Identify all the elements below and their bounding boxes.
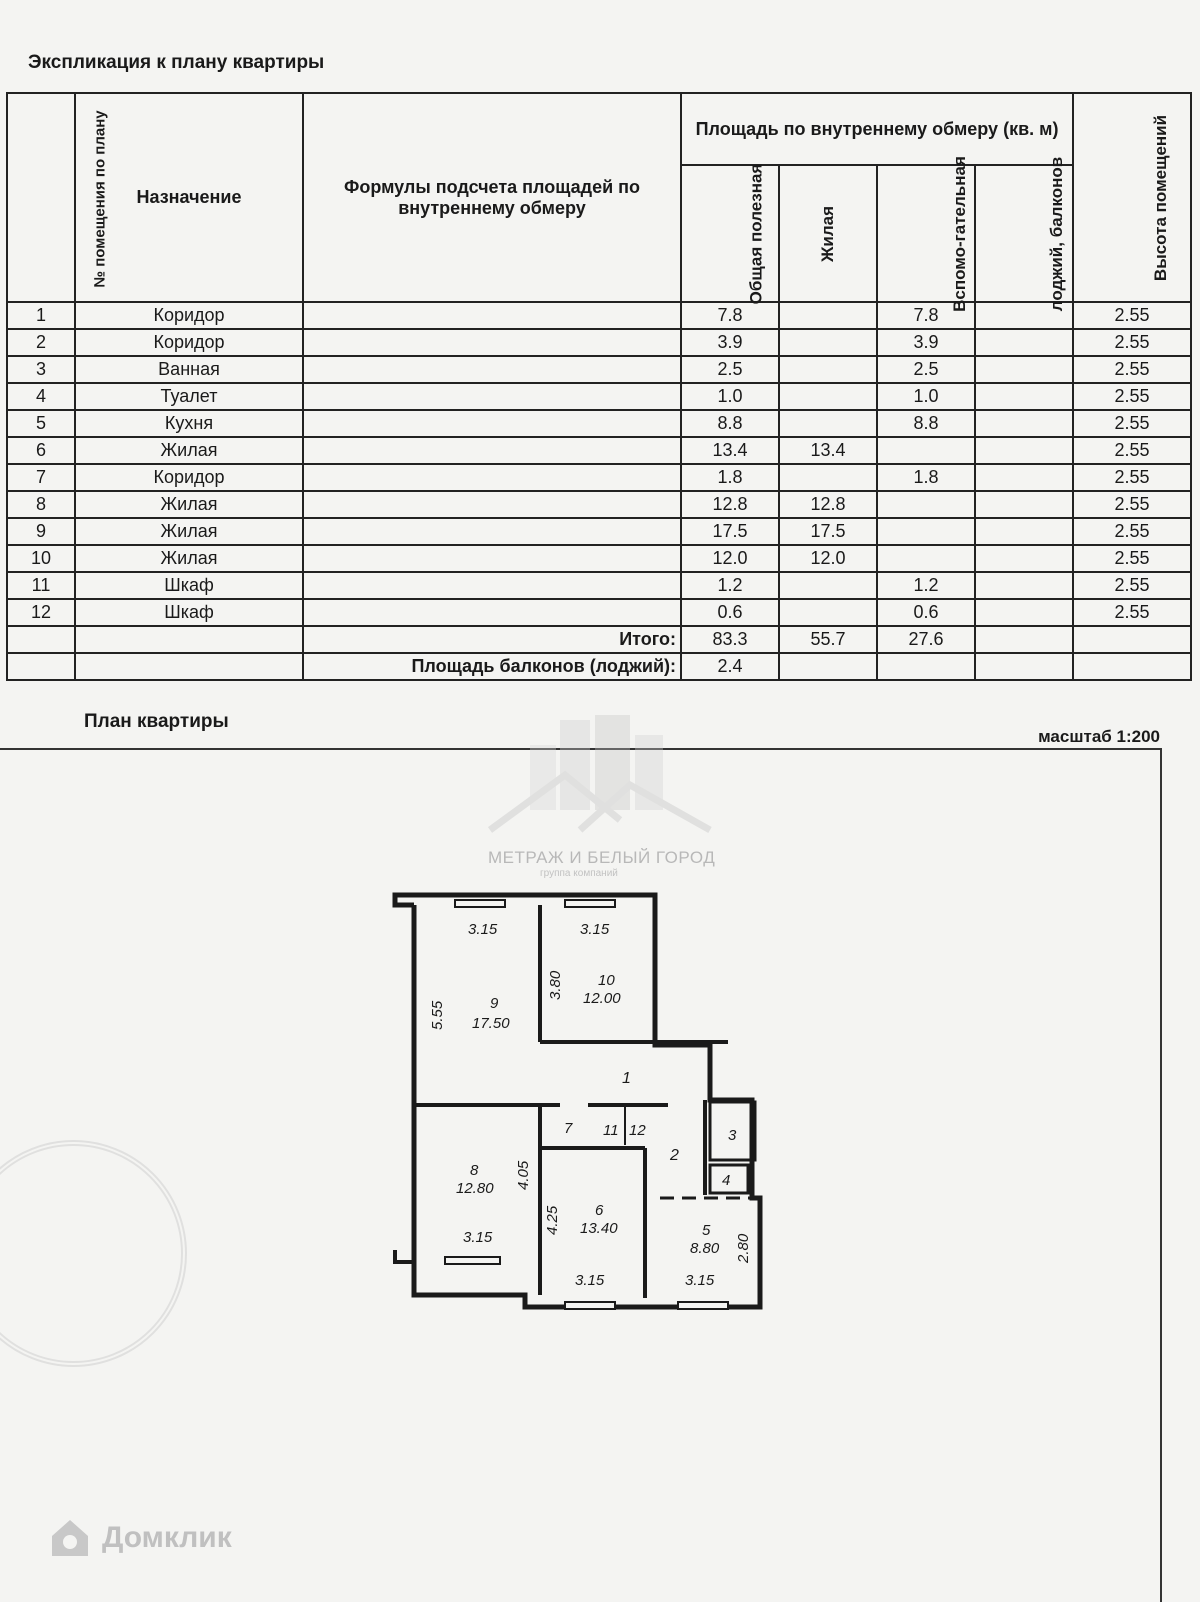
room-4-number: 4 [722,1172,731,1189]
room-5-number: 5 [702,1222,711,1239]
cell-no: 4 [7,383,75,410]
cell-total: 7.8 [681,302,779,329]
cell-total: 12.8 [681,491,779,518]
cell-no: 5 [7,410,75,437]
header-total: Общая полезная [681,165,779,302]
cell-aux: 7.8 [877,302,975,329]
cell-living: 17.5 [779,518,877,545]
room-3-number: 3 [728,1127,737,1144]
cell-total: 12.0 [681,545,779,572]
domclick-watermark [48,1516,232,1560]
cell-total: 17.5 [681,518,779,545]
cell-aux: 0.6 [877,599,975,626]
totals-aux: 27.6 [877,626,975,653]
cell-total: 3.9 [681,329,779,356]
cell-total: 2.5 [681,356,779,383]
cell-aux: 2.5 [877,356,975,383]
cell-aux: 3.9 [877,329,975,356]
room-9-area: 17.50 [472,1015,510,1032]
cell-aux: 8.8 [877,410,975,437]
dim-h8: 4.05 [515,1160,532,1190]
dim-w5: 3.15 [685,1272,715,1289]
cell-aux: 1.8 [877,464,975,491]
header-auxiliary: Вспомо-гательная [877,165,975,302]
header-formulas: Формулы подсчета площадей по внутреннему обмеру [303,93,681,302]
cell-purpose: Жилая [75,437,303,464]
header-living: Жилая [779,165,877,302]
dim-h9: 5.55 [429,1000,446,1030]
room-8-number: 8 [470,1162,479,1179]
dim-w8: 3.15 [463,1229,493,1246]
cell-no: 6 [7,437,75,464]
dim-w10: 3.15 [580,921,610,938]
cell-height: 2.55 [1073,491,1191,518]
room-1-number: 1 [622,1070,631,1087]
cell-height: 2.55 [1073,572,1191,599]
cell-purpose: Коридор [75,329,303,356]
cell-total: 8.8 [681,410,779,437]
dim-h5: 2.80 [735,1233,752,1263]
window [455,900,505,907]
cell-height: 2.55 [1073,383,1191,410]
balcony-value: 2.4 [681,653,779,680]
cell-no: 11 [7,572,75,599]
cell-no: 8 [7,491,75,518]
cell-purpose: Жилая [75,545,303,572]
room-2-number: 2 [670,1147,679,1164]
dim-h10: 3.80 [547,970,564,1000]
cell-total: 0.6 [681,599,779,626]
domclick-brand: Домклик [102,1521,232,1554]
room-6-area: 13.40 [580,1220,618,1237]
cell-living: 12.8 [779,491,877,518]
cell-purpose: Жилая [75,491,303,518]
cell-purpose: Кухня [75,410,303,437]
header-height: Высота помещений [1073,93,1191,302]
cell-no: 7 [7,464,75,491]
cell-height: 2.55 [1073,410,1191,437]
balcony-label: Площадь балконов (лоджий): [303,653,681,680]
room-11-number: 11 [603,1122,619,1139]
cell-height: 2.55 [1073,599,1191,626]
room-8-area: 12.80 [456,1180,494,1197]
room-12-number: 12 [629,1122,646,1139]
watermark-company: МЕТРАЖ И БЕЛЫЙ ГОРОД [488,848,716,867]
cell-height: 2.55 [1073,464,1191,491]
window [445,1257,500,1264]
header-area-group: Площадь по внутреннему обмеру (кв. м) [681,93,1073,165]
room-10-number: 10 [598,972,615,989]
header-purpose: Назначение [75,93,303,302]
cell-total: 1.0 [681,383,779,410]
cell-no: 9 [7,518,75,545]
totals-total: 83.3 [681,626,779,653]
room-10-area: 12.00 [583,990,621,1007]
window [678,1302,728,1309]
cell-no: 10 [7,545,75,572]
cell-purpose: Шкаф [75,599,303,626]
cell-height: 2.55 [1073,518,1191,545]
plan-balcony [395,895,414,1262]
cell-no: 2 [7,329,75,356]
cell-height: 2.55 [1073,437,1191,464]
totals-label: Итого: [303,626,681,653]
cell-living: 13.4 [779,437,877,464]
cell-height: 2.55 [1073,356,1191,383]
cell-purpose: Коридор [75,464,303,491]
totals-living: 55.7 [779,626,877,653]
dim-w6: 3.15 [575,1272,605,1289]
cell-height: 2.55 [1073,329,1191,356]
cell-purpose: Коридор [75,302,303,329]
dim-w9: 3.15 [468,921,498,938]
home-logo-icon [48,1516,92,1560]
cell-purpose: Туалет [75,383,303,410]
cell-aux: 1.0 [877,383,975,410]
cell-purpose: Ванная [75,356,303,383]
room-5-area: 8.80 [690,1240,720,1257]
cell-height: 2.55 [1073,302,1191,329]
cell-purpose: Жилая [75,518,303,545]
cell-living: 12.0 [779,545,877,572]
cell-aux: 1.2 [877,572,975,599]
header-balcony: лоджий, балконов [975,165,1073,302]
plan-scale: масштаб 1:200 [1038,727,1160,746]
cell-no: 1 [7,302,75,329]
window [565,1302,615,1309]
room-6-number: 6 [595,1202,604,1219]
header-room-no: № помещения по плану [7,93,75,302]
document-title: Экспликация к плану квартиры [28,52,325,73]
cell-no: 3 [7,356,75,383]
plan-title: План квартиры [84,711,229,732]
cell-no: 12 [7,599,75,626]
cell-height: 2.55 [1073,545,1191,572]
watermark-subtitle: группа компаний [540,868,618,879]
room-9-number: 9 [490,995,499,1012]
cell-total: 1.8 [681,464,779,491]
cell-total: 13.4 [681,437,779,464]
cell-purpose: Шкаф [75,572,303,599]
window [565,900,615,907]
dim-h6: 4.25 [544,1205,561,1235]
cell-total: 1.2 [681,572,779,599]
room-7-number: 7 [564,1120,573,1137]
